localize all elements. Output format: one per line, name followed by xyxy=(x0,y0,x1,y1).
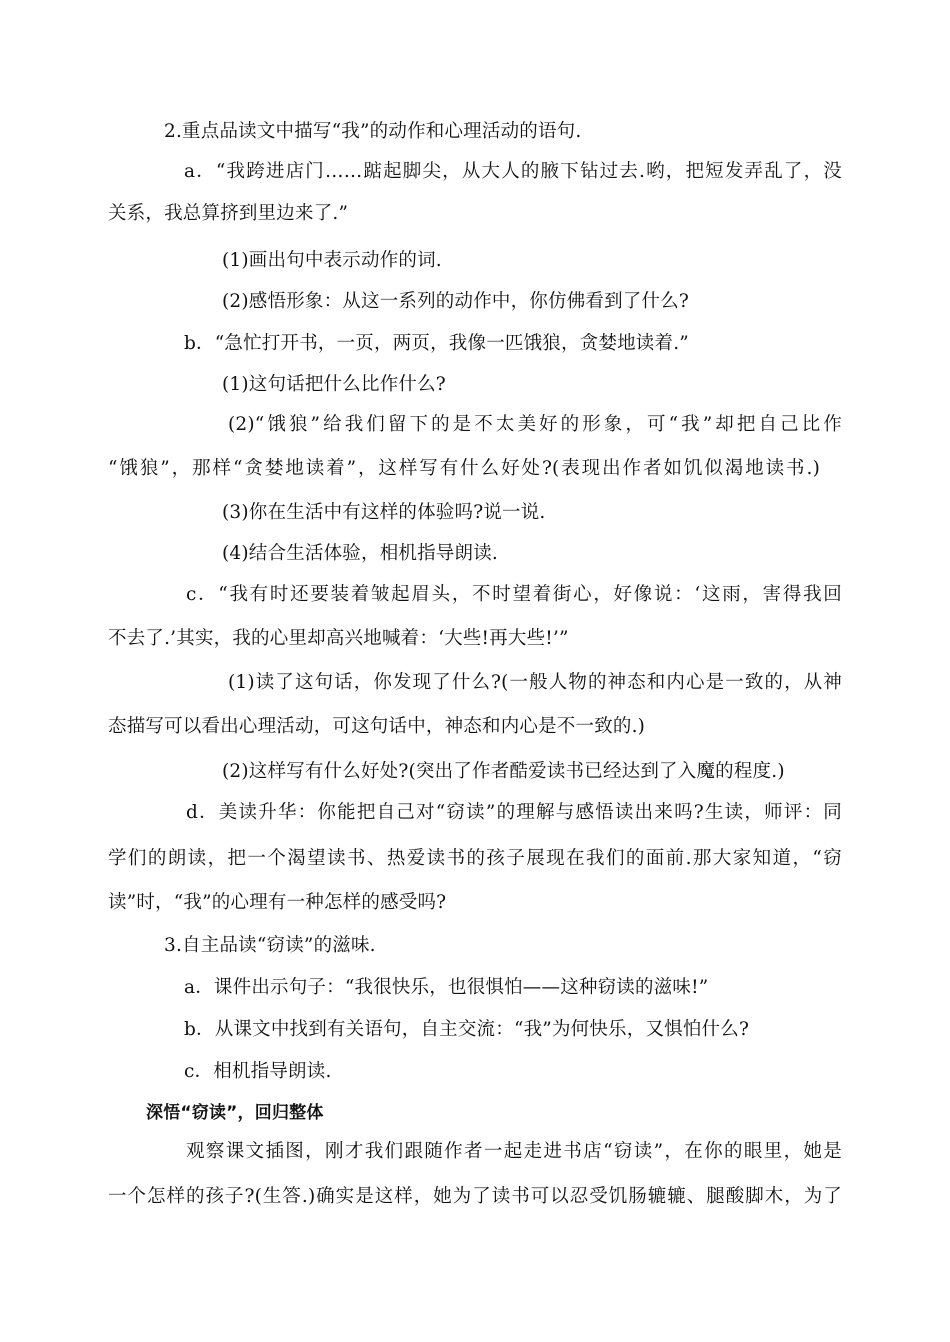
item-3-b: b．从课文中找到有关语句，自主交流：“我”为何快乐，又惧怕什么? xyxy=(184,1019,750,1040)
section-3-title: 3.自主品读“窃读”的滋味. xyxy=(164,935,376,956)
section-2-title: 2.重点品读文中描写“我”的动作和心理活动的语句. xyxy=(164,121,582,142)
quote-a-line-2: 关系，我总算挤到里边来了.” xyxy=(108,203,349,224)
quote-a-line-1: a．“我跨进店门……踮起脚尖，从大人的腋下钻过去.哟，把短发弄乱了，没 xyxy=(184,161,842,182)
closing-paragraph-line-2: 一个怎样的孩子?(生答.)确实是这样，她为了读书可以忍受饥肠辘辘、腿酸脚木，为了 xyxy=(108,1186,842,1207)
quote-c-line-2: 不去了.’其实，我的心里却高兴地喊着：‘大些!再大些!’” xyxy=(108,628,569,649)
question-b-2-line-1: (2)“饿狼”给我们留下的是不太美好的形象，可“我”却把自己比作 xyxy=(228,414,842,435)
paragraph-d-line-2: 学们的朗读，把一个渴望读书、热爱读书的孩子展现在我们的面前.那大家知道，“窃 xyxy=(108,848,842,869)
question-b-4: (4)结合生活体验，相机指导朗读. xyxy=(222,543,498,564)
closing-paragraph-line-1: 观察课文插图，刚才我们跟随作者一起走进书店“窃读”，在你的眼里，她是 xyxy=(186,1141,842,1162)
question-c-1-line-2: 态描写可以看出心理活动，可这句话中，神态和内心是不一致的.) xyxy=(108,716,646,737)
quote-c-line-1: c．“我有时还要装着皱起眉头，不时望着街心，好像说：‘这雨，害得我回 xyxy=(186,584,842,605)
paragraph-d-line-3: 读”时，“我”的心理有一种怎样的感受吗? xyxy=(108,892,447,913)
paragraph-d-line-1: d．美读升华：你能把自己对“窃读”的理解与感悟读出来吗?生读，师评：同 xyxy=(186,802,842,823)
item-3-c: c．相机指导朗读. xyxy=(184,1061,332,1082)
question-b-1: (1)这句话把什么比作什么? xyxy=(222,374,446,395)
question-a-2: (2)感悟形象：从这一系列的动作中，你仿佛看到了什么? xyxy=(222,291,690,312)
question-c-1-line-1: (1)读了这句话，你发现了什么?(一般人物的神态和内心是一致的，从神 xyxy=(228,672,842,693)
quote-b: b．“急忙打开书，一页，两页，我像一匹饿狼，贪婪地读着.” xyxy=(184,333,689,354)
section-heading: 深悟“窃读”，回归整体 xyxy=(146,1103,324,1123)
question-b-3: (3)你在生活中有这样的体验吗?说一说. xyxy=(222,502,546,523)
question-a-1: (1)画出句中表示动作的词. xyxy=(222,250,442,271)
question-b-2-line-2: “饿狼”，那样“贪婪地读着”，这样写有什么好处?(表现出作者如饥似渴地读书.) xyxy=(108,458,820,479)
question-c-2: (2)这样写有什么好处?(突出了作者酷爱读书已经达到了入魔的程度.) xyxy=(222,761,785,782)
item-3-a: a．课件出示句子：“我很快乐，也很惧怕——这种窃读的滋味!” xyxy=(184,977,709,998)
